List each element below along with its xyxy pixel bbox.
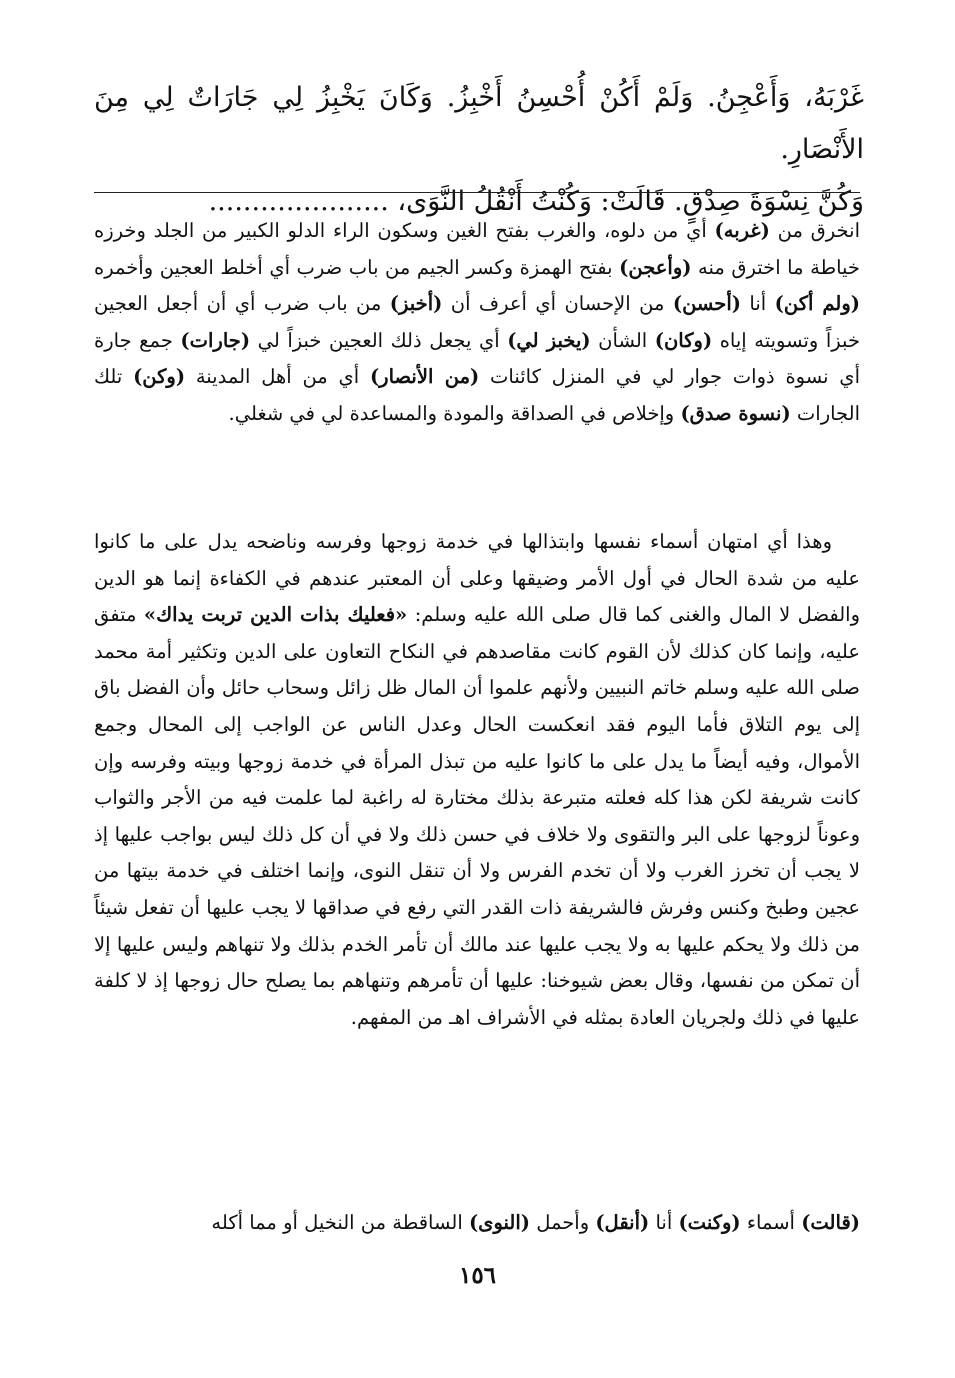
text-span: أسماء — [740, 1211, 802, 1234]
quoted-term: (ولم أكن) — [774, 292, 860, 316]
quoted-term: (جارات) — [180, 328, 251, 352]
quoted-term: (من الأنصار) — [369, 365, 480, 389]
text-span: الساقطة من النخيل أو مما أكله — [211, 1211, 469, 1234]
text-span: وهذا أي امتهان أسماء نفسها وابتذالها في خدمة زوجها وفرسه وناضحه يدل على ما كانوا عليه من شدة الحال في أول الأمر وضيقها وعلى أن المعتبر عندهم في الكفاءة إنما هو الدين والفضل لا المال والغنى كما قال صلى الله عليه وسلم: — [94, 530, 860, 627]
text-span: أي من دلوه، والغرب بفتح الغين وسكون الراء الدلو الكبير من الجلد وخرزه خياطة ما اخترق منه — [94, 219, 860, 279]
page-number: ١٥٦ — [458, 1262, 497, 1289]
text-span: من الإحسان أي أعرف أن — [442, 292, 673, 316]
footnote-divider — [94, 192, 860, 193]
commentary-paragraph-3 — [94, 1205, 860, 1242]
text-span: انخرق من — [769, 219, 860, 242]
text-span: أنا — [741, 292, 775, 316]
text-span: متفق عليه، وإنما كان كذلك لأن القوم كانت مقاصدهم في النكاح التعاون على الدين وتكثير أمة محمد صلى الله عليه وسلم خاتم النبيين ولأنهم علموا أن المال ظل زائل وسحاب حائل وأن الفضل باق إلى يوم التلاق فأما اليوم فقد انعكست الحال وعدل الناس عن الواجب إلى المحال وجمع الأموال، وفيه أيضاً ما يدل على ما كانوا عليه من تبذل المرأة في خدمة زوجها وبيته وفرسه وإن كانت شريفة لكن هذا كله فعلته متبرعة بذلك مختارة له راغبة لما علمت فيه من الأجر والثواب وعوناً لزوجها على البر والتقوى ولا خلاف في حسن ذلك ولا في أن كل ذلك ليس بواجب عليها إذ لا يجب أن تخرز الغرب ولا أن تخدم الفرس ولا أن تنقل النوى، وإنما اختلف في خدمة بيتها من عجين وطبخ وكنس وفرش فالشريفة ذات القدر التي رفع في صداقها لا يجب عليها أن تفعل شيئاً من ذلك ولا يحكم عليها به ولا يجب عليها عند مالك أن تأمر الخدم بذلك ولا تنهاهم وليس عليها إلا أن تمكن من نفسها، وقال بعض شيوخنا: عليها أن تأمرهم وتنهاهم بما يصلح حال زوجها إذ لا كلفة عليها في ذلك ولجريان العادة بمثله في الأشراف اهـ من المفهم. — [94, 603, 860, 1029]
text-span: أي يجعل ذلك العجين خبزاً لي — [250, 328, 508, 352]
text-span: وأحمل — [530, 1211, 596, 1234]
hadith-line-1: غَرْبَهُ، وَأَعْجِنُ. وَلَمْ أَكُنْ أُحْسِنُ أَخْبِزُ. وَكَانَ يَخْبِزُ لِي جَارَاتٌ لِي مِنَ الأَنْصَارِ. — [94, 82, 864, 165]
text-span: وإخلاص في الصداقة والمودة والمساعدة لي في شغلي. — [228, 401, 681, 425]
commentary-paragraph-2 — [94, 524, 860, 1036]
quoted-term: (يخبز لي) — [507, 328, 591, 352]
quoted-term: (وكنت) — [678, 1211, 741, 1234]
quoted-term: (النوى) — [468, 1211, 530, 1234]
commentary-paragraph-1 — [94, 213, 860, 433]
quoted-term: (وكن) — [133, 365, 186, 389]
quoted-term: (أنقل) — [595, 1211, 650, 1234]
hadith-text — [94, 72, 864, 228]
quoted-term: (وأعجن) — [619, 255, 692, 279]
quoted-term: (غربه) — [714, 219, 770, 242]
hadith-quote: «فعليك بذات الدين تربت يداك» — [143, 603, 408, 627]
quoted-term: (وكان) — [654, 328, 713, 352]
quoted-term: (أخبز) — [389, 292, 443, 316]
quoted-term: (قالت) — [801, 1211, 860, 1234]
text-span: أي من أهل المدينة — [185, 365, 370, 389]
quoted-term: (نسوة صدق) — [680, 401, 791, 425]
text-span: من باب ضرب أي أن أجعل العجين خبزاً وتسويته إياه — [94, 292, 860, 352]
text-span: أنا — [649, 1211, 679, 1234]
hadith-line-2: وَكُنَّ نِسْوَةَ صِدْقٍ. قَالَتْ: وَكُنْتُ أَنْقُلُ النَّوَى، ..................... — [208, 186, 864, 217]
quoted-term: (أحسن) — [672, 292, 742, 316]
text-span: جمع جارة أي نسوة ذوات جوار لي في المنزل كائنات — [94, 328, 860, 389]
text-span: الشأن — [590, 328, 655, 352]
text-span: تلك الجارات — [94, 365, 860, 425]
text-span: بفتح الهمزة وكسر الجيم من باب ضرب أي أخلط العجين وأخمره — [94, 255, 620, 279]
